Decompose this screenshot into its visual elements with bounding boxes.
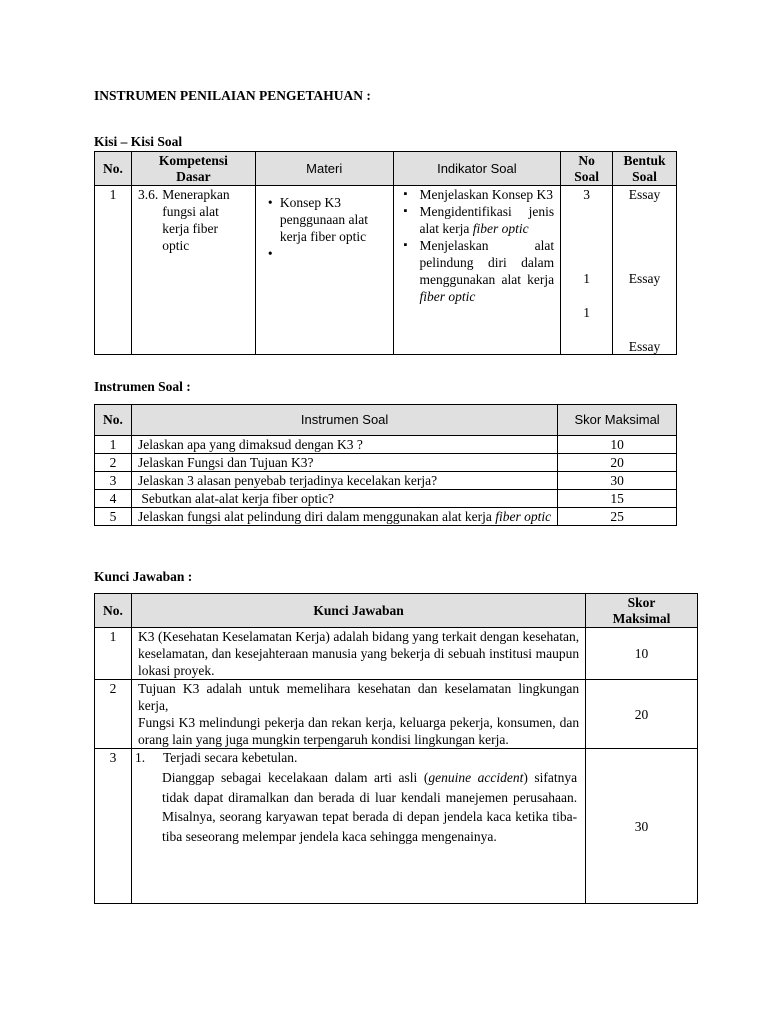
bentuk-2: Essay <box>628 271 661 286</box>
kunci-no: 1 <box>95 628 132 680</box>
table-row <box>95 749 698 904</box>
kisi-header-no: No. <box>95 152 132 186</box>
kunci-skor: 10 <box>586 628 698 680</box>
table-row <box>95 628 698 680</box>
soal-text: Jelaskan fungsi alat pelindung diri dalam menggunakan alat kerja fiber optic <box>131 508 557 526</box>
nosoal-3: 1 <box>583 305 590 320</box>
soal-text: Jelaskan 3 alasan penyebab terjadinya kecelakan kerja? <box>131 472 557 490</box>
soal-skor: 15 <box>558 490 677 508</box>
soal-text: Jelaskan Fungsi dan Tujuan K3? <box>131 454 557 472</box>
soal-no: 3 <box>95 472 132 490</box>
instrumen-heading: Instrumen Soal : <box>94 379 191 394</box>
kunci-text: 1. Terjadi secara kebetulan. Dianggap sebagai kecelakaan dalam arti asli (genuine accident) sifatnya tidak dapat diramalkan dan berada di luar kendali manejemen perusahaan. Misalnya, seorang karyawan tepat berada di depan jendela kaca ketika tiba-tiba seseorang melempar jendela kaca sehingga mengenainya. <box>131 749 585 904</box>
kisi-cell-nosoal <box>561 186 613 355</box>
kisi-cell-bentuk <box>613 186 677 355</box>
table-row <box>95 436 677 454</box>
soal-no: 1 <box>95 436 132 454</box>
kisi-header-kd: Kompetensi Dasar <box>131 152 255 186</box>
kisi-header-indikator: Indikator Soal <box>393 152 561 186</box>
instrumen-header-skor: Skor Maksimal <box>558 405 677 436</box>
kisi-cell-materi <box>255 186 393 355</box>
nosoal-2: 1 <box>583 271 590 286</box>
indikator-item: ▪ Mengidentifikasi jenis alat kerja fiber optic <box>412 203 555 237</box>
table-row <box>95 472 677 490</box>
nosoal-1: 3 <box>583 187 590 202</box>
indikator-item: ▪ Menjelaskan alat pelindung diri dalam menggunakan alat kerja fiber optic <box>412 237 555 305</box>
kunci-no: 3 <box>95 749 132 904</box>
indikator-item: ▪ Menjelaskan Konsep K3 <box>412 186 555 203</box>
materi-item: • Konsep K3 penggunaan alat kerja fiber optic <box>280 194 387 245</box>
kisi-header-materi: Materi <box>255 152 393 186</box>
soal-skor: 25 <box>558 508 677 526</box>
page-title: INSTRUMEN PENILAIAN PENGETAHUAN : <box>94 88 371 103</box>
soal-skor: 10 <box>558 436 677 454</box>
kisi-table <box>94 151 677 355</box>
kunci-header-no: No. <box>95 594 132 628</box>
table-row <box>95 454 677 472</box>
soal-no: 4 <box>95 490 132 508</box>
kisi-heading: Kisi – Kisi Soal <box>94 134 183 149</box>
kunci-paragraph: Dianggap sebagai kecelakaan dalam arti asli (genuine accident) sifatnya tidak dapat diramalkan dan berada di luar kendali manejemen perusahaan. Misalnya, seorang karyawan tepat berada di depan jendela kaca ketika tiba-tiba seseorang melempar jendela kaca sehingga mengenainya. <box>161 770 578 844</box>
table-row <box>95 680 698 749</box>
soal-skor: 20 <box>558 454 677 472</box>
kisi-cell-indikator <box>393 186 561 355</box>
kunci-skor: 20 <box>586 680 698 749</box>
kunci-heading: Kunci Jawaban : <box>94 569 193 584</box>
soal-text: Jelaskan apa yang dimaksud dengan K3 ? <box>131 436 557 454</box>
kunci-skor: 30 <box>586 749 698 904</box>
kunci-header-jawaban: Kunci Jawaban <box>131 594 585 628</box>
table-row <box>95 490 677 508</box>
kisi-header-bentuk: Bentuk Soal <box>613 152 677 186</box>
table-row <box>95 508 677 526</box>
bentuk-1: Essay <box>628 187 661 202</box>
kisi-cell-kd: 3.6. Menerapkan fungsi alat kerja fiber optic <box>131 186 255 355</box>
kisi-cell-no: 1 <box>95 186 132 355</box>
kisi-header-nosoal: No Soal <box>561 152 613 186</box>
soal-text: Sebutkan alat-alat kerja fiber optic? <box>131 490 557 508</box>
instrumen-header-soal: Instrumen Soal <box>131 405 557 436</box>
kunci-text: Tujuan K3 adalah untuk memelihara kesehatan dan keselamatan lingkungan kerja, Fungsi K3 melindungi pekerja dan rekan kerja, keluarga pekerja, konsumen, dan orang lain yang juga mungkin terpengaruh kondisi lingkungan kerja. <box>131 680 585 749</box>
instrumen-header-no: No. <box>95 405 132 436</box>
soal-no: 2 <box>95 454 132 472</box>
instrumen-table <box>94 404 677 526</box>
kunci-no: 2 <box>95 680 132 749</box>
bentuk-3: Essay <box>628 339 661 354</box>
soal-skor: 30 <box>558 472 677 490</box>
soal-no: 5 <box>95 508 132 526</box>
kunci-table <box>94 593 698 904</box>
materi-item-empty <box>280 245 387 265</box>
kunci-text: K3 (Kesehatan Keselamatan Kerja) adalah bidang yang terkait dengan kesehatan, keselamatan, dan kesejahteraan manusia yang bekerja di sebuah institusi maupun lokasi proyek. <box>131 628 585 680</box>
kunci-header-skor: Skor Maksimal <box>586 594 698 628</box>
